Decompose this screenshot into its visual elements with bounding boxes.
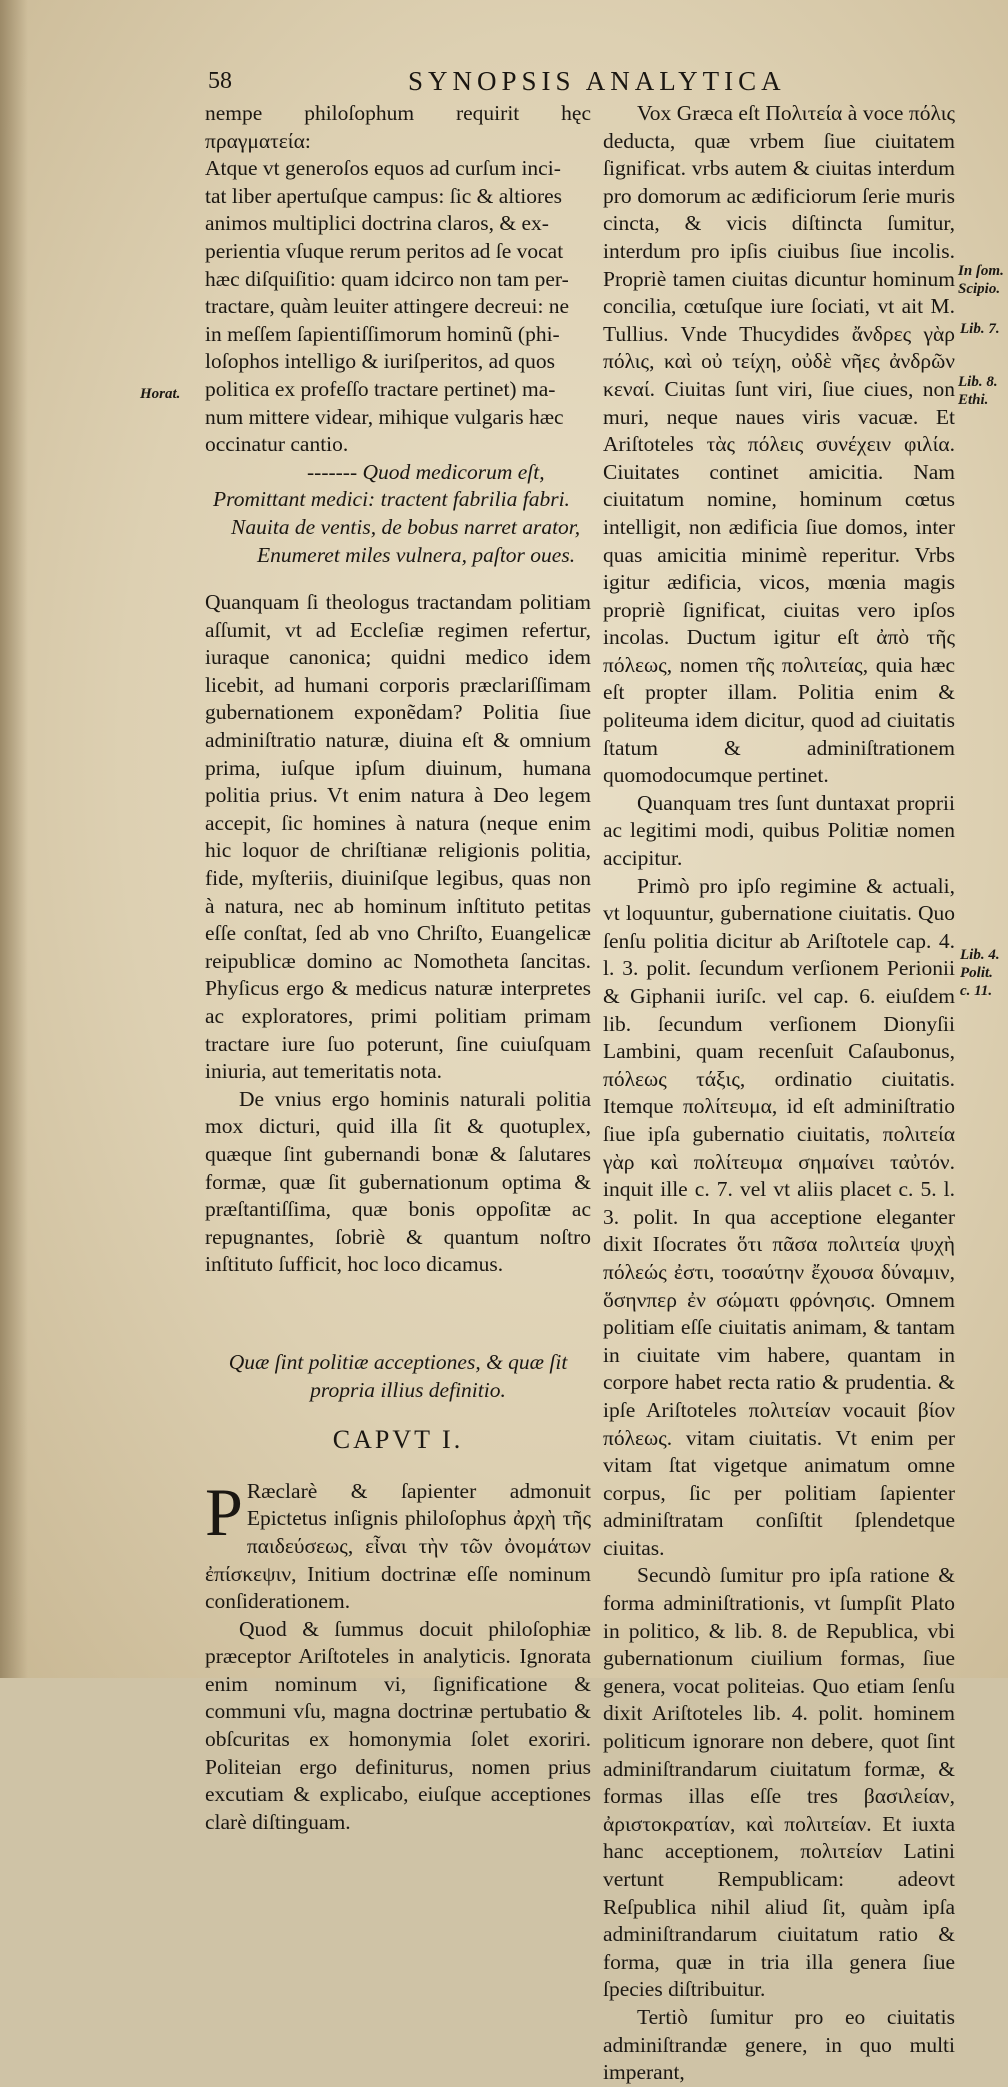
margin-note-line: Lib. 8.	[958, 374, 998, 390]
section-heading-line: Quæ ſint politiæ acceptiones, & quæ ſit	[228, 1349, 568, 1374]
verse-line: Nauita de ventis, de bobus narret arator,	[231, 514, 581, 539]
paragraph: Quanquam tres ſunt duntaxat proprii ac legitimi modi, quibus Politiæ nomen accipitur.	[603, 790, 955, 871]
intro-line: perientia vſuque rerum peritos ad ſe vocat	[205, 238, 564, 263]
paragraph: Vox Græca eſt Πολιτεία à voce πόλις deducta, quæ vrbem ſiue ciuitatem ſignificat. vrbs autem & ciuitas interdum pro domorum ac ædificiorum ſerie muris cincta, & vicis diſtincta ſumitur, interdum pro ipſis ciuibus ſiue incolis. Propriè tamen ciuitas dicuntur hominum concilia, cœtuſque iure ſociati, vt ait M. Tullius. Vnde Thucydides ἄνδρες γὰρ πόλις, καὶ οὐ τείχη, οὐδὲ νῆες ἀνδρῶν κεναί. Ciuitas ſunt viri, ſiue ciues, non muri, neque naues viris vacuæ. Et Ariſtoteles τὰς πόλεις συνέχειν φιλία. Ciuitates continet amicitia. Nam ciuitatum nomine, hominum cœtus intelligit, non ædificia ſiue domos, inter quas amicitia minimè reperitur. Vrbs igitur ædificia, vicos, mœnia magis propriè ſignificat, ciuitas vero ipſos incolas. Ductum igitur eſt ἀπὸ τῆς πόλεως, nomen τῆς πολιτείας, quia hæc eſt propter illam. Politia enim & politeuma idem dicitur, quod ad ciuitatis ſtatum & adminiſtrationem quomodocumque pertinet.	[603, 101, 955, 788]
paragraph: De vnius ergo hominis naturali politia mox dicturi, quid illa ſit & quotuplex, quæque ſint gubernandi bonæ & ſalutares formæ, quæ ſit gubernationum optima & præſtantiſſima, quæ bonis oppoſitæ ac repugnantes, ſobriè & quantum noſtro inſtituto ſufficit, hoc loco dicamus.	[205, 1086, 591, 1277]
intro-paragraph	[205, 100, 591, 459]
verse-quotation	[205, 459, 591, 569]
paragraph-text: Ræclarè & ſapienter admonuit Epictetus inſignis philoſophus ἀρχὴ τῆς παιδεύσεως, εἶναι τὴν τῶν ὀνομάτων ἐπίσκεψιν, Initium doctrinæ eſſe nominum conſiderationem.	[205, 1478, 591, 1614]
paragraph: Quod & ſummus docuit philoſophiæ præceptor Ariſtoteles in analyticis. Ignorata enim nominum vi, ſignificatione & communi vſu, magna doctrinæ pertubatio & obſcuritas ex homonymia ſolet exoriri. Politeian ergo definiturus, nomen prius excutiam & explicabo, eiuſque acceptiones clarè diſtinguam.	[205, 1616, 591, 1834]
margin-note-horat: Horat.	[140, 386, 181, 402]
margin-note-line: Ethi.	[958, 392, 989, 408]
margin-note-in-som	[958, 262, 1004, 298]
section-heading	[205, 1349, 591, 1404]
verse-line: Enumeret miles vulnera, paſtor oues.	[257, 542, 576, 567]
paragraph: Quanquam ſi theologus tractandam politiam aſſumit, vt ad Eccleſiæ regimen refertur, iuraque canonica; quidni medico idem licebit, ad humani corporis præclariſſimam gubernationem exponẽdam? Politia ſiue adminiſtratio naturæ, diuina eſt & omnium prima, iuſque ipſum diuinum, humana politia prius. Vt enim natura à Deo legem accepit, ſic homines à natura (neque enim hic loquor de chriſtianæ religionis politia, fide, myſteriis, diuiniſque legibus, quas non à natura, nec ab hominum inſtituto petitas eſſe conſtat, ſed ab vno Chriſto, Euangelicæ reipublicæ domino ac Nomotheta ſancitas. Phyſicus ergo & medicus naturæ interpretes ac exploratores, primi politiam primam tractare iure ſuo poterunt, ſine cuiuſquam iniuria, aut temeritatis nota.	[205, 590, 591, 1084]
chapter-title: CAPVT I.	[332, 1425, 464, 1455]
right-column	[603, 100, 955, 2087]
intro-line: hæc diſquiſitio: quam idcirco non tam per-	[205, 266, 569, 291]
margin-note-line: Scipio.	[958, 281, 1001, 297]
margin-note-line: c. 11.	[960, 983, 993, 999]
page-number: 58	[208, 68, 232, 94]
intro-line: in meſſem ſapientiſſimorum hominũ (phi-	[205, 321, 560, 346]
intro-line: tractare, quàm leuiter attingere decreui: ne	[205, 294, 570, 319]
drop-cap: P	[205, 1473, 243, 1550]
intro-line: animos multiplici doctrina claros, & ex-	[205, 211, 549, 236]
paragraph: Tertiò ſumitur pro eo ciuitatis adminiſtrandæ genere, in quo multi imperant,	[603, 2004, 955, 2085]
margin-note-lib8	[958, 373, 998, 409]
intro-line: occinatur cantio.	[205, 432, 349, 457]
running-title: SYNOPSIS ANALYTICA	[408, 66, 786, 96]
paragraph: Primò pro ipſo regimine & actuali, vt loquuntur, gubernatione ciuitatis. Quo ſenſu politia dicitur ab Ariſtotele cap. 4. l. 3. polit. ſecundum verſionem Perionii & Giphanii iuriſc. vel cap. 6. eiuſdem lib. ſecundum verſionem Dionyſii Lambini, quam recenſuit Caſaubonus, πόλεως τάξις, ordinatio ciuitatis. Itemque πολίτευμα, id eſt adminiſtratio ſiue ipſa gubernatio ciuitatis, πολιτεία γὰρ καὶ πολίτευμα σημαίνει ταὐτόν. inquit ille c. 7. vel vt aliis placet c. 5. l. 3. polit. In qua acceptione eleganter dixit Iſocrates ὅτι πᾶσα πολιτεία ψυχὴ πόλεώς ἐστι, τοσαύτην ἔχουσα δύναμιν, ὅσηνπερ ἐν σώματι φρόνησις. Omnem politiam eſſe ciuitatis animam, & tantam in ciuitate vim habere, quantam in corpore habet recta ratio & prudentia. & ipſe Ariſtoteles πολιτείαν vocauit βίον πόλεως. vitam ciuitatis. Vt enim per vitam ſtat vigetque animatum omne corpus, ſic per politiam ſapienter adminiſtratam conſiſtit ſplendetque ciuitas.	[603, 873, 955, 1560]
margin-note-line: Polit.	[960, 965, 993, 981]
intro-line: loſophos intelligo & iuriſperitos, ad quos	[205, 349, 555, 374]
intro-line: num mittere videar, mihique vulgaris hæc	[205, 404, 564, 429]
margin-note-line: Lib. 4.	[960, 947, 1000, 963]
margin-note-line: In ſom.	[958, 263, 1004, 279]
margin-note-lib4	[960, 946, 1000, 1000]
intro-line: politica ex profeſſo tractare pertinet) ma-	[205, 376, 556, 401]
intro-line: tat liber apertuſque campus: ſic & altiores	[205, 183, 563, 208]
intro-line: Atque vt generoſos equos ad curſum inci-	[205, 156, 561, 181]
verse-line: Promittant medici: tractent fabrilia fabri.	[213, 487, 570, 512]
section-heading-line: propria illius definitio.	[310, 1377, 506, 1402]
margin-note-lib7: Lib. 7.	[960, 321, 1000, 337]
intro-line: nempe philoſophum requirit hęc πραγματεία:	[205, 101, 591, 153]
paragraph-with-dropcap	[205, 1473, 591, 1616]
verse-line: ------- Quod medicorum eſt,	[307, 459, 545, 484]
paragraph: Secundò ſumitur pro ipſa ratione & forma adminiſtrationis, vt ſumpſit Plato in politico, & lib. 8. de Republica, vbi gubernationum ciuilium formas, ſiue genera, vocat politeias. Quo etiam ſenſu dixit Ariſtoteles lib. 4. polit. hominem politicum ignorare non debere, quot ſint adminiſtrandarum ciuitatum formæ, & formas illas eſſe tres βασιλείαν, ἀριστοκρατίαν, καὶ πολιτείαν. Et iuxta hanc acceptionem, πολιτείαν Latini vertunt Rempublicam: adeovt Reſpublica nihil aliud ſit, quàm ipſa adminiſtrandarum ciuitatum ratio & forma, quæ in tria illa genera ſiue ſpecies diſtribuitur.	[603, 1563, 955, 2002]
left-column	[205, 100, 591, 1836]
gutter-shadow	[0, 0, 28, 1678]
spacer	[205, 569, 591, 589]
